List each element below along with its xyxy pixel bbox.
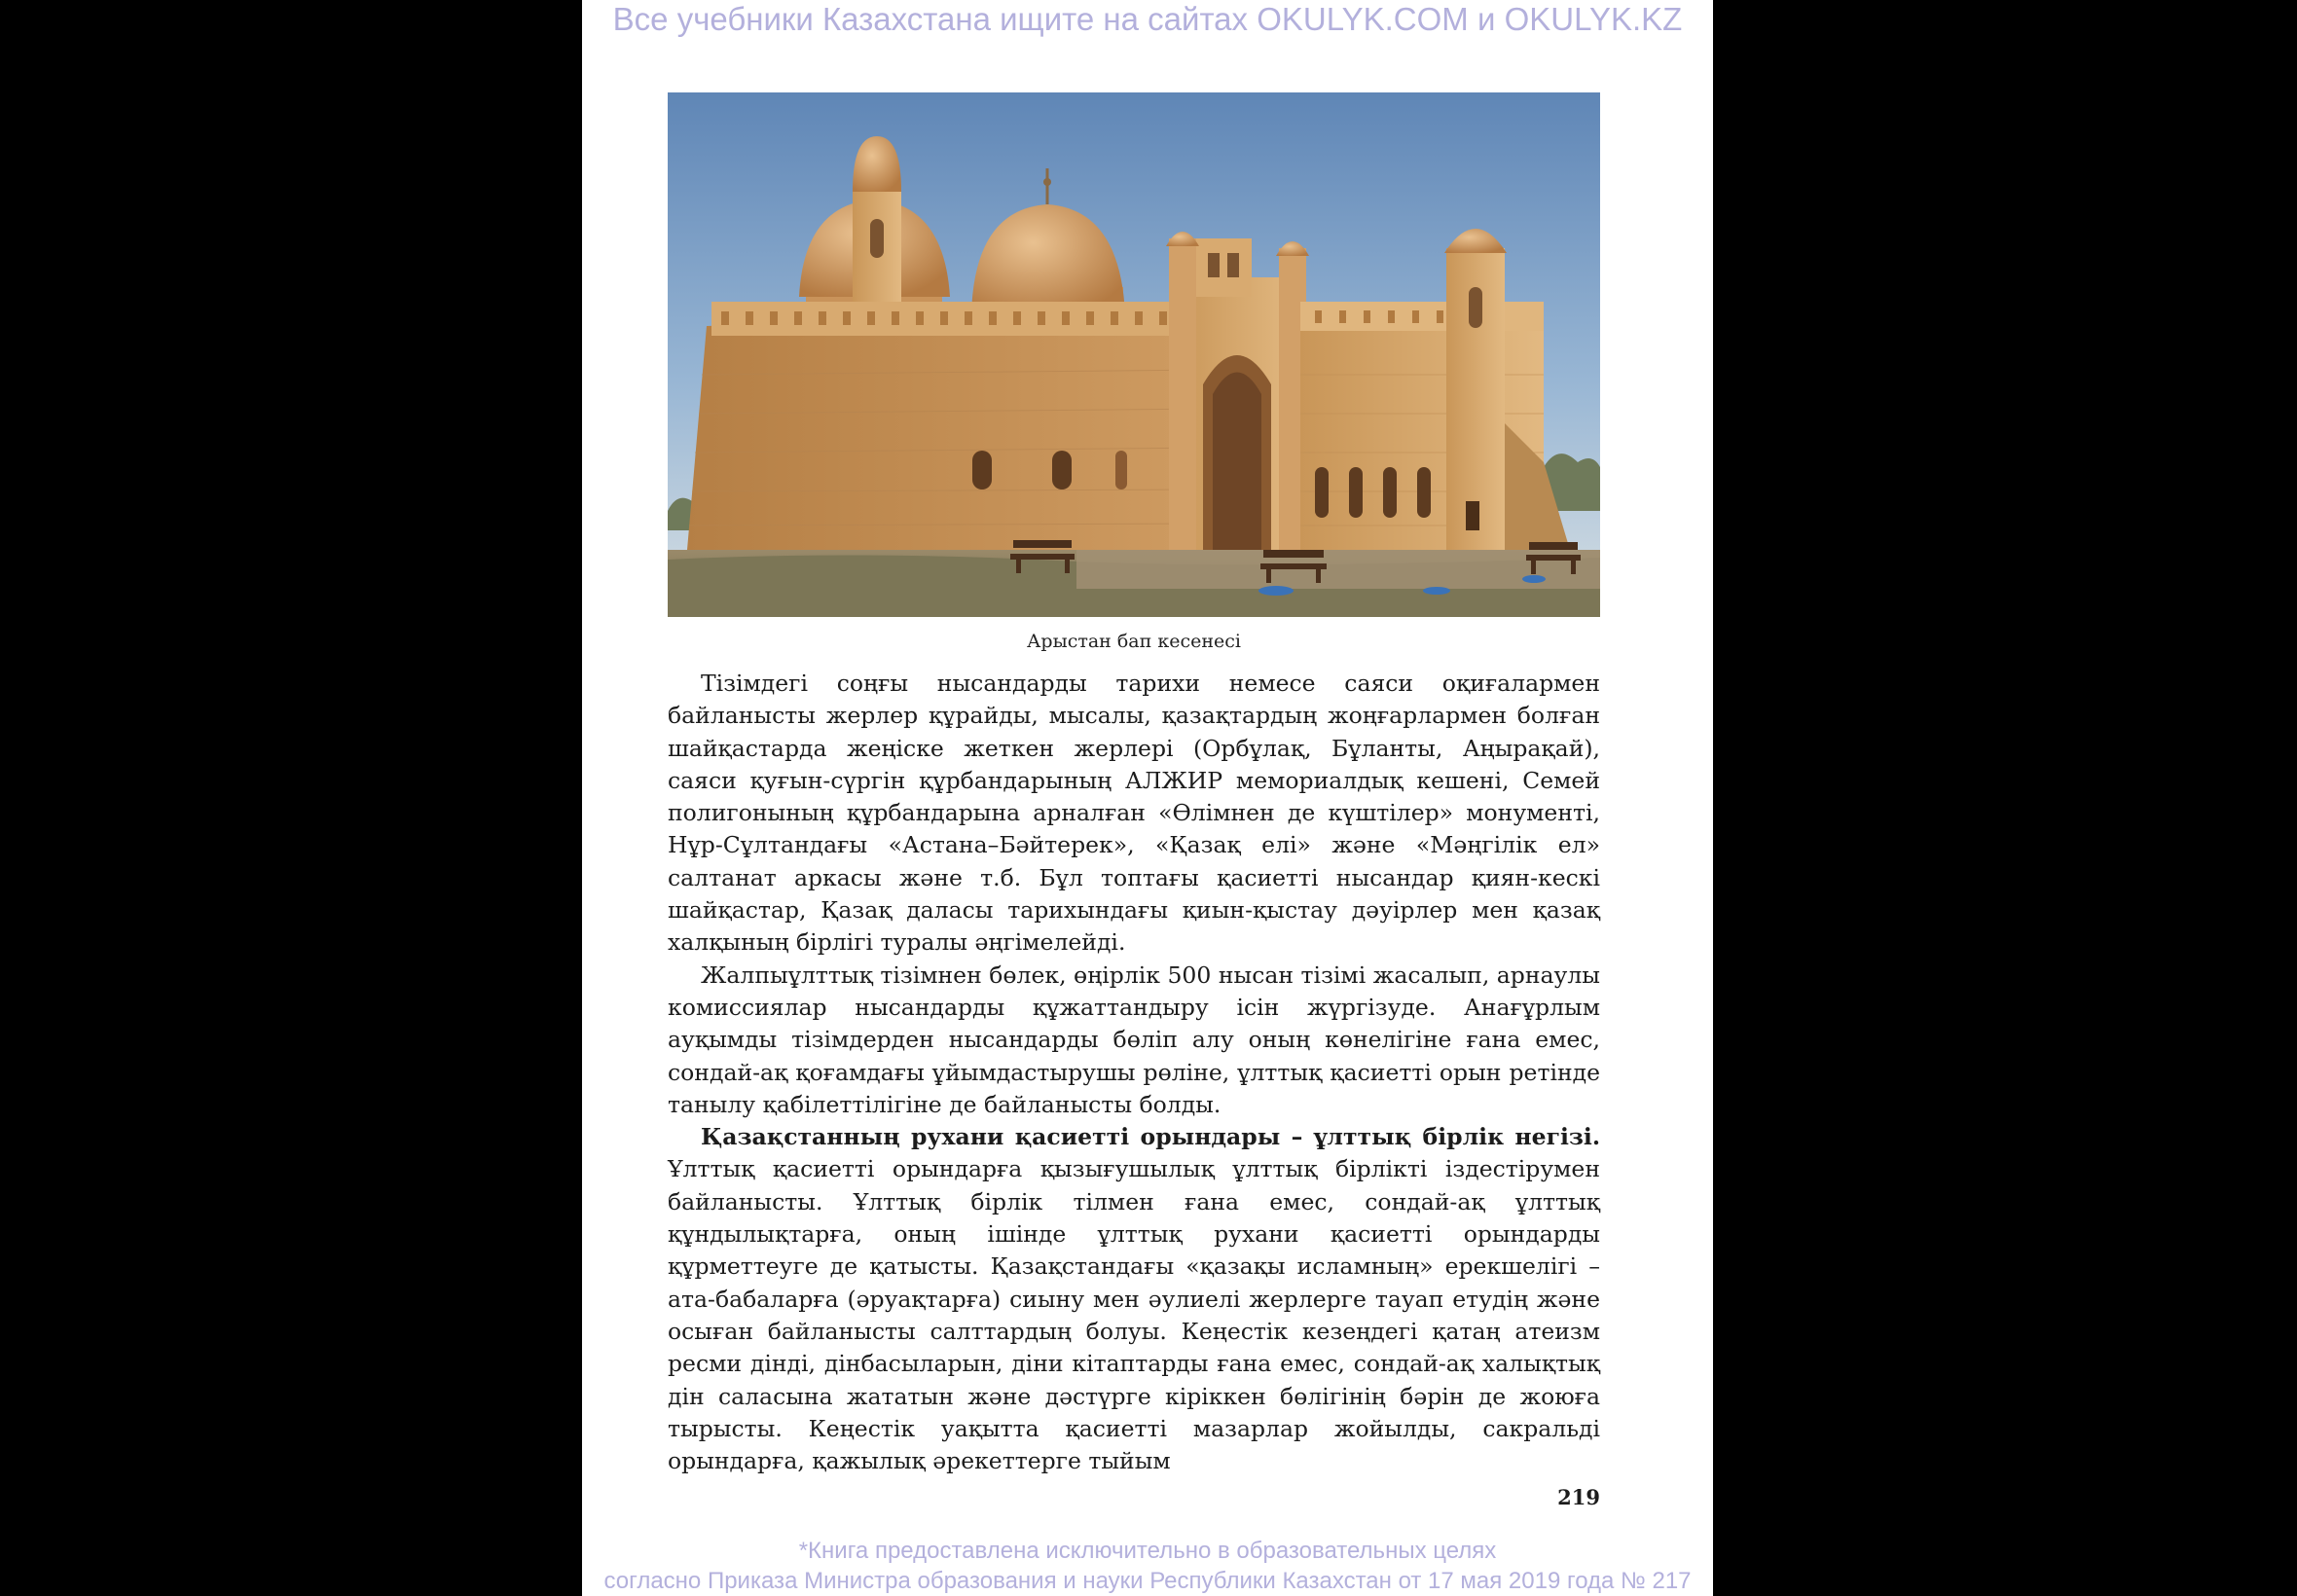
book-page (582, 0, 1713, 1596)
paragraph-2: Жалпыұлттық тізімнен бөлек, өңірлік 500 нысан тізімі жасалып, арнаулы комиссиялар нысандарды құжаттандыру ісін жүргізуде. Анағұрлым ауқымды тізімдерден нысандарды бөліп алу оның көнелігіне ғана емес, сондай-ақ қоғамдағы ұйымдастырушы рөліне, ұлттық қасиетті орын ретінде танылу қабілеттілігіне де байланысты болды. (668, 961, 1600, 1118)
body-text (668, 668, 1600, 1477)
watermark-bottom-line-2: согласно Приказа Министра образования и науки Республики Казахстан от 17 мая 2019 года № 217 (603, 1568, 1692, 1594)
paragraph-1: Тізімдегі соңғы нысандарды тарихи немесе саяси оқиғалармен байланысты жерлер құрайды, мысалы, қазақтардың жоңғарлармен болған шайқастарда жеңіске жеткен жерлері (Орбұлақ, Бұланты, Аңырақай), саяси қуғын-сүргін құрбандарының АЛЖИР мемориалдық кешені, Семей полигонының құрбандарына арналған «Өлімнен де күштілер» монументі, Нұр-Сұлтандағы «Астана–Бәйтерек», «Қазақ елі» және «Мәңгілік ел» салтанат аркасы және т.б. Бұл топтағы қасиетті нысандар қиян-кескі шайқастар, Қазақ даласы тарихындағы қиын-қыстау дәуірлер мен қазақ халқының бірлігі туралы әңгімелейді. (668, 670, 1600, 957)
photo-caption: Арыстан бап кесенесі (1027, 631, 1241, 652)
mausoleum-photo (668, 92, 1600, 617)
paragraph-3-text: Ұлттық қасиетті орындарға қызығушылық ұлттық бірлікті іздестірумен байланысты. Ұлттық бірлік тілмен ғана емес, сондай-ақ ұлттық құндылықтарға, оның ішінде ұлттық рухани қасиетті орындарды құрметтеуге де қатысты. Қазақстандағы «қазақы исламның» ерекшелігі – ата-бабаларға (әруақтарға) сиыну мен әулиелі жерлерге тауап етудің және осыған байланысты салттардың болуы. Кеңестік кезеңдегі қатаң атеизм ресми дінді, дінбасыларын, діни кітаптарды ғана емес, сондай-ақ халықтық дін саласына жататын және дәстүрге кіріккен бөлігінің бәрін де жоюға тырысты. Кеңестік уақытта қасиетті мазарлар жойылды, сакральді орындарға, қажылық әрекеттерге тыйым (668, 1155, 1600, 1475)
watermark-bottom (582, 1536, 1713, 1596)
watermark-top: Все учебники Казахстана ищите на сайтах OKULYK.COM и OKULYK.KZ (612, 1, 1683, 37)
page-number: 219 (1557, 1485, 1600, 1509)
paragraph-3 (668, 1121, 1600, 1477)
section-heading: Қазақстанның рухани қасиетті орындары – ұлттық бірлік негізі. (701, 1123, 1600, 1151)
watermark-bottom-line-1: *Книга предоставлена исключительно в образовательных целях (798, 1538, 1497, 1564)
